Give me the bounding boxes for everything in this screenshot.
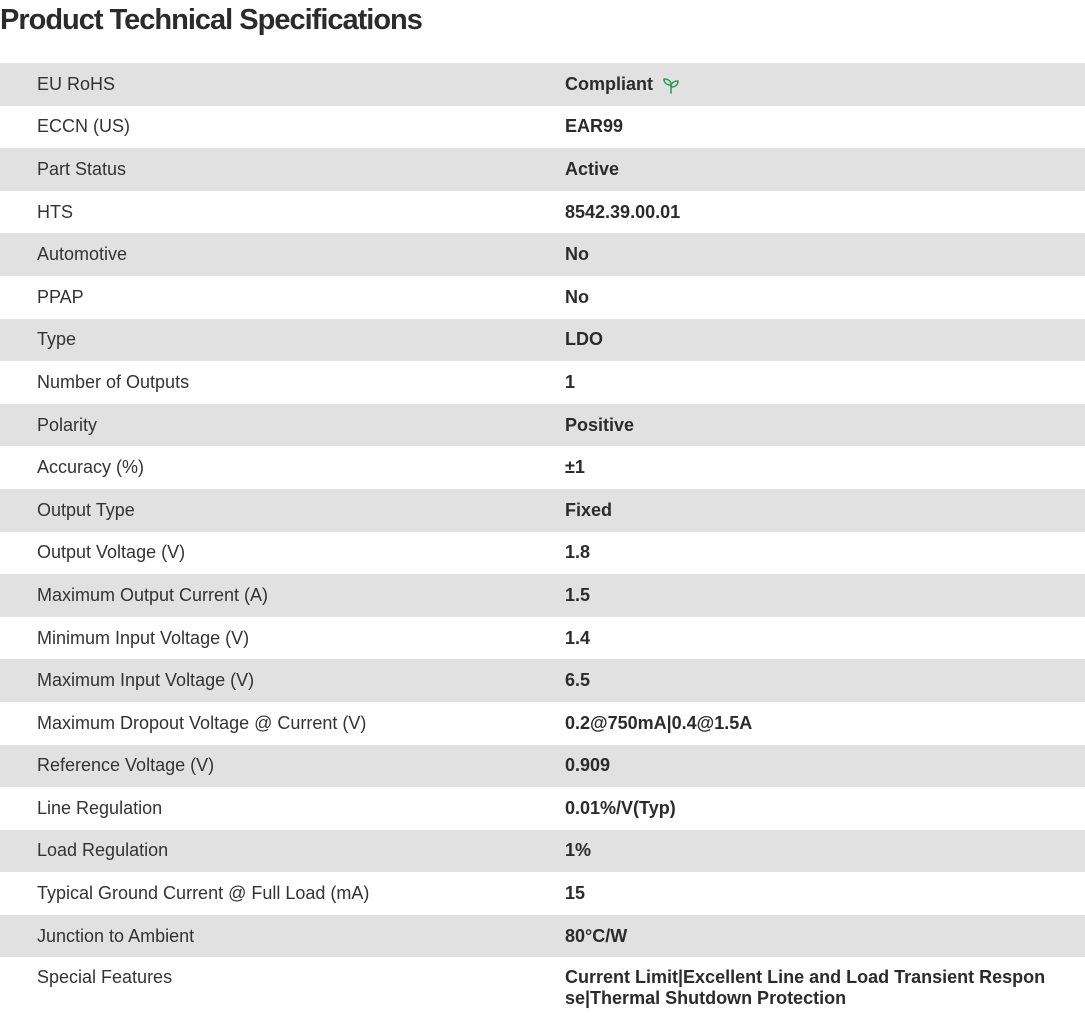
spec-label: Polarity xyxy=(37,414,98,435)
spec-value: Positive xyxy=(565,414,635,435)
spec-row-min-input-voltage xyxy=(0,617,1085,660)
spec-row-accuracy xyxy=(0,446,1085,489)
spec-value: 1.8 xyxy=(565,542,591,563)
spec-value: Fixed xyxy=(565,499,613,520)
leaf-icon xyxy=(661,75,681,95)
spec-value: EAR99 xyxy=(565,116,624,137)
spec-label: Number of Outputs xyxy=(37,371,190,392)
spec-label: Reference Voltage (V) xyxy=(37,755,215,776)
spec-label: Output Type xyxy=(37,499,135,520)
spec-label: Typical Ground Current @ Full Load (mA) xyxy=(37,883,370,904)
spec-label: Minimum Input Voltage (V) xyxy=(37,627,250,648)
spec-value: 0.01%/V(Typ) xyxy=(565,797,676,818)
spec-label: Load Regulation xyxy=(37,840,169,861)
spec-value: Current Limit|Excellent Line and Load Transient Response|Thermal Shutdown Protection xyxy=(565,967,1046,1009)
spec-row-output-type xyxy=(0,489,1085,532)
spec-row-eu-rohs xyxy=(0,63,1085,106)
spec-label: Line Regulation xyxy=(37,797,163,818)
spec-row-max-output-current xyxy=(0,574,1085,617)
spec-row-ground-current xyxy=(0,872,1085,915)
spec-row-type xyxy=(0,319,1085,362)
spec-label: Automotive xyxy=(37,244,128,265)
spec-row-junction-to-ambient xyxy=(0,915,1085,958)
spec-value: LDO xyxy=(565,329,603,350)
spec-value: 0.2@750mA|0.4@1.5A xyxy=(565,712,753,733)
spec-label: Output Voltage (V) xyxy=(37,542,186,563)
spec-value: 8542.39.00.01 xyxy=(565,201,681,222)
spec-value: 1% xyxy=(565,840,592,861)
spec-row-output-voltage xyxy=(0,532,1085,575)
spec-label: PPAP xyxy=(37,286,84,307)
spec-row-automotive xyxy=(0,233,1085,276)
spec-value: 80°C/W xyxy=(565,925,628,946)
spec-label: Accuracy (%) xyxy=(37,457,145,478)
spec-label: ECCN (US) xyxy=(37,116,130,137)
spec-value: 15 xyxy=(565,883,586,904)
spec-row-load-regulation xyxy=(0,830,1085,873)
spec-value: Active xyxy=(565,158,620,179)
spec-value xyxy=(565,74,1085,95)
spec-value: 1 xyxy=(565,371,576,392)
spec-label: HTS xyxy=(37,201,73,222)
spec-label: Special Features xyxy=(37,967,173,988)
spec-row-max-input-voltage xyxy=(0,659,1085,702)
spec-label: Maximum Input Voltage (V) xyxy=(37,670,255,691)
spec-value-text: Compliant xyxy=(565,73,653,94)
spec-label: Type xyxy=(37,329,77,350)
spec-row-line-regulation xyxy=(0,787,1085,830)
spec-row-hts xyxy=(0,191,1085,234)
spec-label: Maximum Dropout Voltage @ Current (V) xyxy=(37,712,367,733)
spec-row-special-features xyxy=(0,957,1085,1017)
spec-label: Maximum Output Current (A) xyxy=(37,584,269,605)
spec-value: 1.5 xyxy=(565,584,591,605)
spec-row-max-dropout-voltage xyxy=(0,702,1085,745)
spec-label: Junction to Ambient xyxy=(37,925,195,946)
spec-label: Part Status xyxy=(37,158,127,179)
spec-row-part-status xyxy=(0,148,1085,191)
spec-value: 1.4 xyxy=(565,627,591,648)
spec-label: EU RoHS xyxy=(37,73,116,94)
spec-row-number-of-outputs xyxy=(0,361,1085,404)
page-title: Product Technical Specifications xyxy=(0,4,422,36)
spec-row-ppap xyxy=(0,276,1085,319)
spec-value: ±1 xyxy=(565,457,585,478)
spec-value: No xyxy=(565,286,589,307)
spec-row-reference-voltage xyxy=(0,745,1085,788)
spec-row-eccn xyxy=(0,106,1085,149)
spec-value: 0.909 xyxy=(565,755,611,776)
spec-row-polarity xyxy=(0,404,1085,447)
spec-value: No xyxy=(565,244,589,265)
specs-table xyxy=(0,63,1085,1017)
spec-value: 6.5 xyxy=(565,670,591,691)
